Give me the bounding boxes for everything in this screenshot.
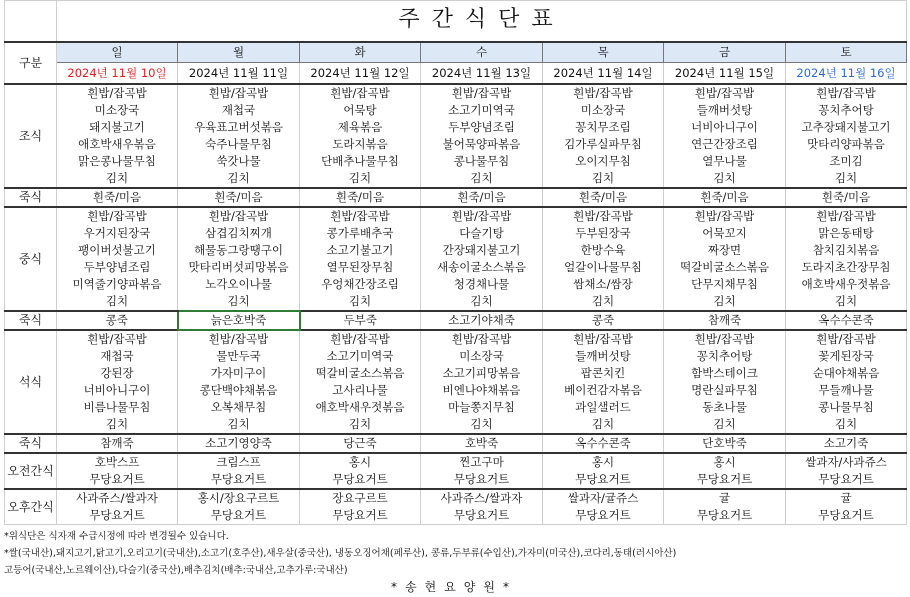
menu-item: 찐고구마 xyxy=(459,455,504,469)
menu-item: 당근죽 xyxy=(343,436,377,450)
menu-item: 미소장국 xyxy=(459,349,504,363)
menu-cell xyxy=(664,311,786,330)
menu-item: 너비아니구이 xyxy=(691,120,758,134)
date-header xyxy=(178,63,300,85)
menu-cell xyxy=(543,311,664,330)
menu-item: 흰밥/잡곡밥 xyxy=(694,332,755,346)
menu-cell xyxy=(543,453,664,489)
menu-item: 김치 xyxy=(470,294,493,308)
menu-item: 흰밥/잡곡밥 xyxy=(816,86,876,100)
menu-item: 무당요거트 xyxy=(453,508,510,522)
menu-cell xyxy=(543,489,664,525)
menu-cell xyxy=(543,188,664,207)
menu-cell xyxy=(664,434,786,453)
menu-item: 흰밥/잡곡밥 xyxy=(208,332,269,346)
day-name: 토 xyxy=(840,45,852,59)
menu-item: 흰밥/잡곡밥 xyxy=(451,332,512,346)
meal-label: 오전간식 xyxy=(7,463,54,478)
menu-item: 무당요거트 xyxy=(453,472,510,486)
menu-item: 꽃게된장국 xyxy=(818,349,874,363)
menu-item: 홍시 xyxy=(591,455,615,469)
menu-item: 김치 xyxy=(713,417,736,431)
menu-item: 옥수수콘죽 xyxy=(575,436,631,450)
menu-item: 흰밥/잡곡밥 xyxy=(451,86,512,100)
menu-item: 흰죽/미음 xyxy=(92,190,142,204)
menu-cell xyxy=(786,453,907,489)
meal-label-cell xyxy=(5,453,57,489)
menu-cell xyxy=(57,489,178,525)
menu-item: 흰죽/미음 xyxy=(700,190,749,204)
menu-item: 떡갈비굴소스볶음 xyxy=(680,260,769,274)
menu-cell xyxy=(300,330,421,434)
menu-item: 떡갈비굴소스볶음 xyxy=(315,366,405,380)
note-line: *쌀(국내산),돼지고기,닭고기,오리고기(국내산),소고기(호주산),새우살(중국산), 냉동오징어채(페루산), 콩류,두부류(수입산),가자미(미국산),코다리,동태(러시아산) xyxy=(4,548,677,559)
menu-item: 참치김치볶음 xyxy=(812,243,880,257)
menu-item: 두부죽 xyxy=(343,313,377,327)
meal-label: 오후간식 xyxy=(7,499,54,514)
menu-item: 동초나물 xyxy=(702,400,747,414)
menu-item: 흰밥/잡곡밥 xyxy=(573,332,633,346)
menu-item: 얼갈이나물무침 xyxy=(564,260,642,274)
menu-item: 꽁치추어탕 xyxy=(818,103,874,117)
menu-item: 김치 xyxy=(105,294,129,308)
menu-item: 들깨버섯탕 xyxy=(575,349,631,363)
menu-item: 김치 xyxy=(105,417,129,431)
menu-item: 흰밥/잡곡밥 xyxy=(87,332,147,346)
menu-item: 흰죽/미음 xyxy=(214,190,263,204)
menu-cell xyxy=(786,188,907,207)
menu-cell xyxy=(178,311,300,330)
menu-item: 흰밥/잡곡밥 xyxy=(330,209,390,223)
menu-item: 도라지볶음 xyxy=(332,137,388,151)
menu-item: 한방수육 xyxy=(580,243,626,257)
menu-item: 열무된장무침 xyxy=(326,260,394,274)
menu-item: 콩죽 xyxy=(591,313,615,327)
menu-item: 두부양념조림 xyxy=(448,120,515,134)
menu-item: 무당요거트 xyxy=(696,472,753,486)
menu-item: 소고기미역국 xyxy=(326,349,394,363)
menu-cell xyxy=(786,207,907,311)
menu-cell xyxy=(543,84,664,188)
menu-item: 흰죽/미음 xyxy=(335,190,385,204)
menu-item: 흰밥/잡곡밥 xyxy=(694,209,755,223)
date-label: 2024년 11월 11일 xyxy=(188,65,289,80)
menu-item: 김치 xyxy=(348,171,372,185)
menu-item: 연근간장조림 xyxy=(691,137,758,151)
menu-item: 김치 xyxy=(348,294,372,308)
menu-cell xyxy=(421,188,543,207)
menu-item: 김치 xyxy=(834,171,858,185)
date-header xyxy=(786,63,907,85)
menu-cell xyxy=(300,84,421,188)
menu-item: 사과쥬스/쌀과자 xyxy=(76,491,158,505)
menu-item: 쌈채소/쌈장 xyxy=(573,277,633,291)
menu-item: 재첩국 xyxy=(100,349,134,363)
meal-label-cell xyxy=(5,330,57,434)
note-line: 고등어(국내산,노르웨이산),다슬기(중국산),배추김치(배추:국내산,고추가루:국내산) xyxy=(4,565,348,576)
menu-item: 맑은동태탕 xyxy=(818,226,874,240)
date-label: 2024년 11월 14일 xyxy=(553,65,653,80)
meal-label: 중식 xyxy=(18,251,43,266)
date-header xyxy=(57,63,178,85)
menu-item: 무당요거트 xyxy=(575,508,631,522)
menu-cell xyxy=(300,453,421,489)
menu-item: 두부양념조림 xyxy=(83,260,151,274)
menu-cell xyxy=(421,207,543,311)
menu-cell xyxy=(300,489,421,525)
menu-item: 맛타리양파볶음 xyxy=(807,137,885,151)
footer-name: *송현요양원* xyxy=(391,580,517,594)
menu-item: 소고기미역국 xyxy=(448,103,515,117)
weekly-menu-table xyxy=(4,0,907,525)
menu-cell xyxy=(178,453,300,489)
menu-cell xyxy=(178,188,300,207)
menu-item: 맑은콩나물무침 xyxy=(78,154,156,168)
meal-label: 죽식 xyxy=(18,436,43,450)
menu-item: 우거지된장국 xyxy=(83,226,151,240)
menu-item: 늙은호박죽 xyxy=(210,313,267,327)
menu-cell xyxy=(57,207,178,311)
menu-item: 흰밥/잡곡밥 xyxy=(451,209,512,223)
menu-item: 어묵탕 xyxy=(343,103,377,117)
menu-item: 꽁치추어탕 xyxy=(696,349,753,363)
menu-item: 흰죽/미음 xyxy=(821,190,871,204)
menu-item: 장요구르트 xyxy=(332,491,388,505)
day-header xyxy=(178,42,300,63)
menu-item: 조미김 xyxy=(829,154,863,168)
menu-item: 흰밥/잡곡밥 xyxy=(816,332,876,346)
menu-item: 흰밥/잡곡밥 xyxy=(208,86,269,100)
menu-item: 고사리나물 xyxy=(332,383,388,397)
date-header xyxy=(664,63,786,85)
menu-item: 흰죽/미음 xyxy=(578,190,628,204)
menu-cell xyxy=(57,434,178,453)
menu-cell xyxy=(664,330,786,434)
menu-item: 오복채무침 xyxy=(210,400,267,414)
menu-item: 소고기죽 xyxy=(823,436,869,450)
menu-cell xyxy=(664,489,786,525)
menu-item: 무당요거트 xyxy=(818,472,874,486)
menu-item: 무당요거트 xyxy=(818,508,874,522)
day-header xyxy=(300,42,421,63)
menu-cell xyxy=(421,489,543,525)
menu-item: 김치 xyxy=(105,171,129,185)
menu-cell xyxy=(300,188,421,207)
menu-item: 숙주나물무침 xyxy=(205,137,272,151)
menu-item: 흰죽/미음 xyxy=(457,190,506,204)
menu-item: 홍시/장요구르트 xyxy=(197,491,280,505)
menu-item: 귤 xyxy=(718,491,731,505)
day-header xyxy=(664,42,786,63)
menu-item: 물만두국 xyxy=(216,349,261,363)
menu-item: 흰밥/잡곡밥 xyxy=(694,86,755,100)
menu-item: 제육볶음 xyxy=(337,120,383,134)
menu-item: 명란실파무침 xyxy=(691,383,758,397)
date-label: 2024년 11월 15일 xyxy=(674,65,775,80)
menu-item: 소고기불고기 xyxy=(326,243,394,257)
menu-item: 쑥갓나물 xyxy=(216,154,261,168)
menu-cell xyxy=(786,311,907,330)
menu-item: 과일샐러드 xyxy=(575,400,631,414)
menu-item: 콩나물무침 xyxy=(453,154,510,168)
menu-item: 홍시 xyxy=(713,455,736,469)
menu-cell xyxy=(300,434,421,453)
menu-item: 흰밥/잡곡밥 xyxy=(573,209,633,223)
menu-cell xyxy=(786,434,907,453)
menu-cell xyxy=(300,207,421,311)
header-label-cell xyxy=(5,42,57,84)
menu-item: 김치 xyxy=(834,417,858,431)
menu-item: 옥수수콘죽 xyxy=(818,313,874,327)
menu-item: 두부된장국 xyxy=(575,226,631,240)
menu-item: 쌀과자/사과쥬스 xyxy=(805,455,887,469)
menu-item: 비엔나야채볶음 xyxy=(442,383,521,397)
menu-item: 삼겹김치찌개 xyxy=(205,226,272,240)
menu-item: 무들깨나물 xyxy=(818,383,874,397)
menu-item: 무당요거트 xyxy=(575,472,631,486)
menu-cell xyxy=(421,84,543,188)
menu-item: 단배추나물무침 xyxy=(321,154,399,168)
menu-item: 어묵꼬지 xyxy=(702,226,747,240)
menu-item: 귤 xyxy=(840,491,852,505)
menu-item: 애호박새우젓볶음 xyxy=(315,400,405,414)
meal-label: 석식 xyxy=(18,374,43,389)
menu-item: 애호박새우젓볶음 xyxy=(801,277,891,291)
menu-item: 간장돼지불고기 xyxy=(442,243,521,257)
menu-item: 단무지채무침 xyxy=(691,277,758,291)
menu-item: 미소장국 xyxy=(580,103,626,117)
menu-item: 흰밥/잡곡밥 xyxy=(87,86,147,100)
note-line: *위식단은 식자재 수급시정에 따라 변경될수 있습니다. xyxy=(4,531,229,542)
notes xyxy=(4,528,904,596)
menu-item: 순대야채볶음 xyxy=(812,366,880,380)
menu-cell xyxy=(57,311,178,330)
day-name: 목 xyxy=(597,45,609,59)
menu-item: 무당요거트 xyxy=(210,508,267,522)
menu-item: 함박스테이크 xyxy=(691,366,758,380)
menu-item: 김치 xyxy=(470,417,493,431)
date-label: 2024년 11월 13일 xyxy=(431,65,532,80)
menu-item: 흰밥/잡곡밥 xyxy=(573,86,633,100)
header-label: 구분 xyxy=(18,55,43,70)
menu-item: 우엉채간장조림 xyxy=(321,277,399,291)
day-header xyxy=(421,42,543,63)
menu-item: 고추장돼지불고기 xyxy=(801,120,891,134)
menu-item: 김가루실파무침 xyxy=(564,137,642,151)
menu-item: 김치 xyxy=(834,294,858,308)
menu-item: 비름나물무침 xyxy=(83,400,151,414)
menu-cell xyxy=(664,453,786,489)
meal-label-cell xyxy=(5,207,57,311)
menu-cell xyxy=(786,489,907,525)
meal-label-cell xyxy=(5,188,57,207)
menu-item: 새송이굴소스볶음 xyxy=(437,260,526,274)
menu-cell xyxy=(664,188,786,207)
menu-item: 우육표고버섯볶음 xyxy=(194,120,283,134)
menu-item: 무당요거트 xyxy=(89,508,145,522)
menu-item: 팽이버섯불고기 xyxy=(78,243,156,257)
day-name: 월 xyxy=(232,45,245,59)
menu-item: 마늘쫑지무침 xyxy=(448,400,515,414)
meal-label: 죽식 xyxy=(18,190,43,204)
day-name: 수 xyxy=(475,45,488,59)
menu-cell xyxy=(786,330,907,434)
menu-cell xyxy=(543,434,664,453)
menu-item: 미역줄기양파볶음 xyxy=(72,277,162,291)
menu-item: 소고기영양죽 xyxy=(205,436,272,450)
date-label: 2024년 11월 10일 xyxy=(67,65,167,80)
meal-label-cell xyxy=(5,434,57,453)
date-label: 2024년 11월 16일 xyxy=(796,65,896,80)
menu-item: 김치 xyxy=(227,417,250,431)
menu-item: 김치 xyxy=(713,294,736,308)
menu-item: 들깨버섯탕 xyxy=(696,103,753,117)
meal-label-cell xyxy=(5,489,57,525)
menu-item: 다슬기탕 xyxy=(459,226,504,240)
menu-item: 콩가루배추국 xyxy=(326,226,394,240)
menu-cell xyxy=(57,453,178,489)
page-title: 주간식단표 xyxy=(398,7,565,32)
menu-item: 흰밥/잡곡밥 xyxy=(330,332,390,346)
menu-item: 크림스프 xyxy=(216,455,261,469)
menu-item: 김치 xyxy=(470,171,493,185)
menu-cell xyxy=(543,207,664,311)
menu-item: 김치 xyxy=(227,171,250,185)
menu-item: 꽁치무조림 xyxy=(575,120,631,134)
menu-cell xyxy=(57,330,178,434)
menu-item: 흰밥/잡곡밥 xyxy=(816,209,876,223)
date-header xyxy=(543,63,664,85)
menu-item: 해물동그랑땡구이 xyxy=(194,243,283,257)
menu-cell xyxy=(57,188,178,207)
menu-item: 노각오이나물 xyxy=(205,277,272,291)
menu-item: 베이컨감자볶음 xyxy=(564,383,642,397)
menu-item: 돼지불고기 xyxy=(89,120,145,134)
day-header xyxy=(543,42,664,63)
menu-item: 콩나물무침 xyxy=(818,400,874,414)
meal-label: 조식 xyxy=(18,128,43,143)
meal-label: 죽식 xyxy=(18,313,43,327)
menu-item: 무당요거트 xyxy=(210,472,267,486)
menu-item: 쌀과자/귤쥬스 xyxy=(567,491,639,505)
menu-item: 무당요거트 xyxy=(332,472,388,486)
menu-cell xyxy=(421,311,543,330)
day-header xyxy=(57,42,178,63)
menu-cell xyxy=(178,84,300,188)
menu-item: 무당요거트 xyxy=(332,508,388,522)
menu-item: 김치 xyxy=(591,171,615,185)
menu-cell xyxy=(543,330,664,434)
menu-cell xyxy=(178,207,300,311)
menu-item: 김치 xyxy=(227,294,250,308)
menu-item: 도라지초간장무침 xyxy=(801,260,891,274)
menu-item: 불어묵양파볶음 xyxy=(442,137,521,151)
menu-item: 김치 xyxy=(348,417,372,431)
menu-item: 콩죽 xyxy=(105,313,128,327)
menu-cell xyxy=(178,330,300,434)
menu-item: 호박스프 xyxy=(94,455,140,469)
menu-item: 콩단백야채볶음 xyxy=(199,383,278,397)
menu-item: 홍시 xyxy=(348,455,372,469)
day-name: 금 xyxy=(718,45,731,59)
menu-item: 재첩국 xyxy=(221,103,256,117)
menu-cell xyxy=(57,84,178,188)
menu-item: 애호박새우볶음 xyxy=(78,137,156,151)
menu-item: 흰밥/잡곡밥 xyxy=(208,209,269,223)
menu-item: 짜장면 xyxy=(707,243,742,257)
menu-item: 오이지무침 xyxy=(575,154,631,168)
menu-item: 맛타리버섯피망볶음 xyxy=(188,260,289,274)
menu-item: 호박죽 xyxy=(464,436,499,450)
menu-item: 무당요거트 xyxy=(89,472,145,486)
date-header xyxy=(421,63,543,85)
menu-item: 열무나물 xyxy=(702,154,747,168)
date-label: 2024년 11월 12일 xyxy=(310,65,410,80)
menu-item: 사과쥬스/쌀과자 xyxy=(440,491,523,505)
menu-cell xyxy=(421,330,543,434)
meal-label-cell xyxy=(5,84,57,188)
menu-item: 참깨죽 xyxy=(100,436,134,450)
menu-item: 소고기야채죽 xyxy=(448,313,515,327)
menu-item: 너비아니구이 xyxy=(83,383,151,397)
menu-item: 흰밥/잡곡밥 xyxy=(330,86,390,100)
menu-cell xyxy=(664,207,786,311)
menu-item: 무당요거트 xyxy=(696,508,753,522)
menu-item: 소고기피망볶음 xyxy=(442,366,521,380)
menu-item: 김치 xyxy=(713,171,736,185)
menu-cell xyxy=(421,453,543,489)
day-name: 화 xyxy=(354,45,366,59)
day-header xyxy=(786,42,907,63)
menu-cell xyxy=(178,434,300,453)
menu-item: 김치 xyxy=(591,417,615,431)
menu-item: 팝콘치킨 xyxy=(580,366,626,380)
menu-cell xyxy=(664,84,786,188)
menu-item: 가자미구이 xyxy=(210,366,267,380)
menu-item: 김치 xyxy=(591,294,615,308)
menu-cell xyxy=(300,311,421,330)
menu-item: 미소장국 xyxy=(94,103,140,117)
menu-cell xyxy=(421,434,543,453)
date-header xyxy=(300,63,421,85)
menu-item: 참깨죽 xyxy=(707,313,742,327)
menu-item: 흰밥/잡곡밥 xyxy=(87,209,147,223)
menu-cell xyxy=(178,489,300,525)
meal-label-cell xyxy=(5,311,57,330)
menu-cell xyxy=(786,84,907,188)
menu-item: 강된장 xyxy=(100,366,134,380)
day-name: 일 xyxy=(111,45,123,59)
menu-item: 청경채나물 xyxy=(453,277,510,291)
menu-item: 단호박죽 xyxy=(702,436,747,450)
